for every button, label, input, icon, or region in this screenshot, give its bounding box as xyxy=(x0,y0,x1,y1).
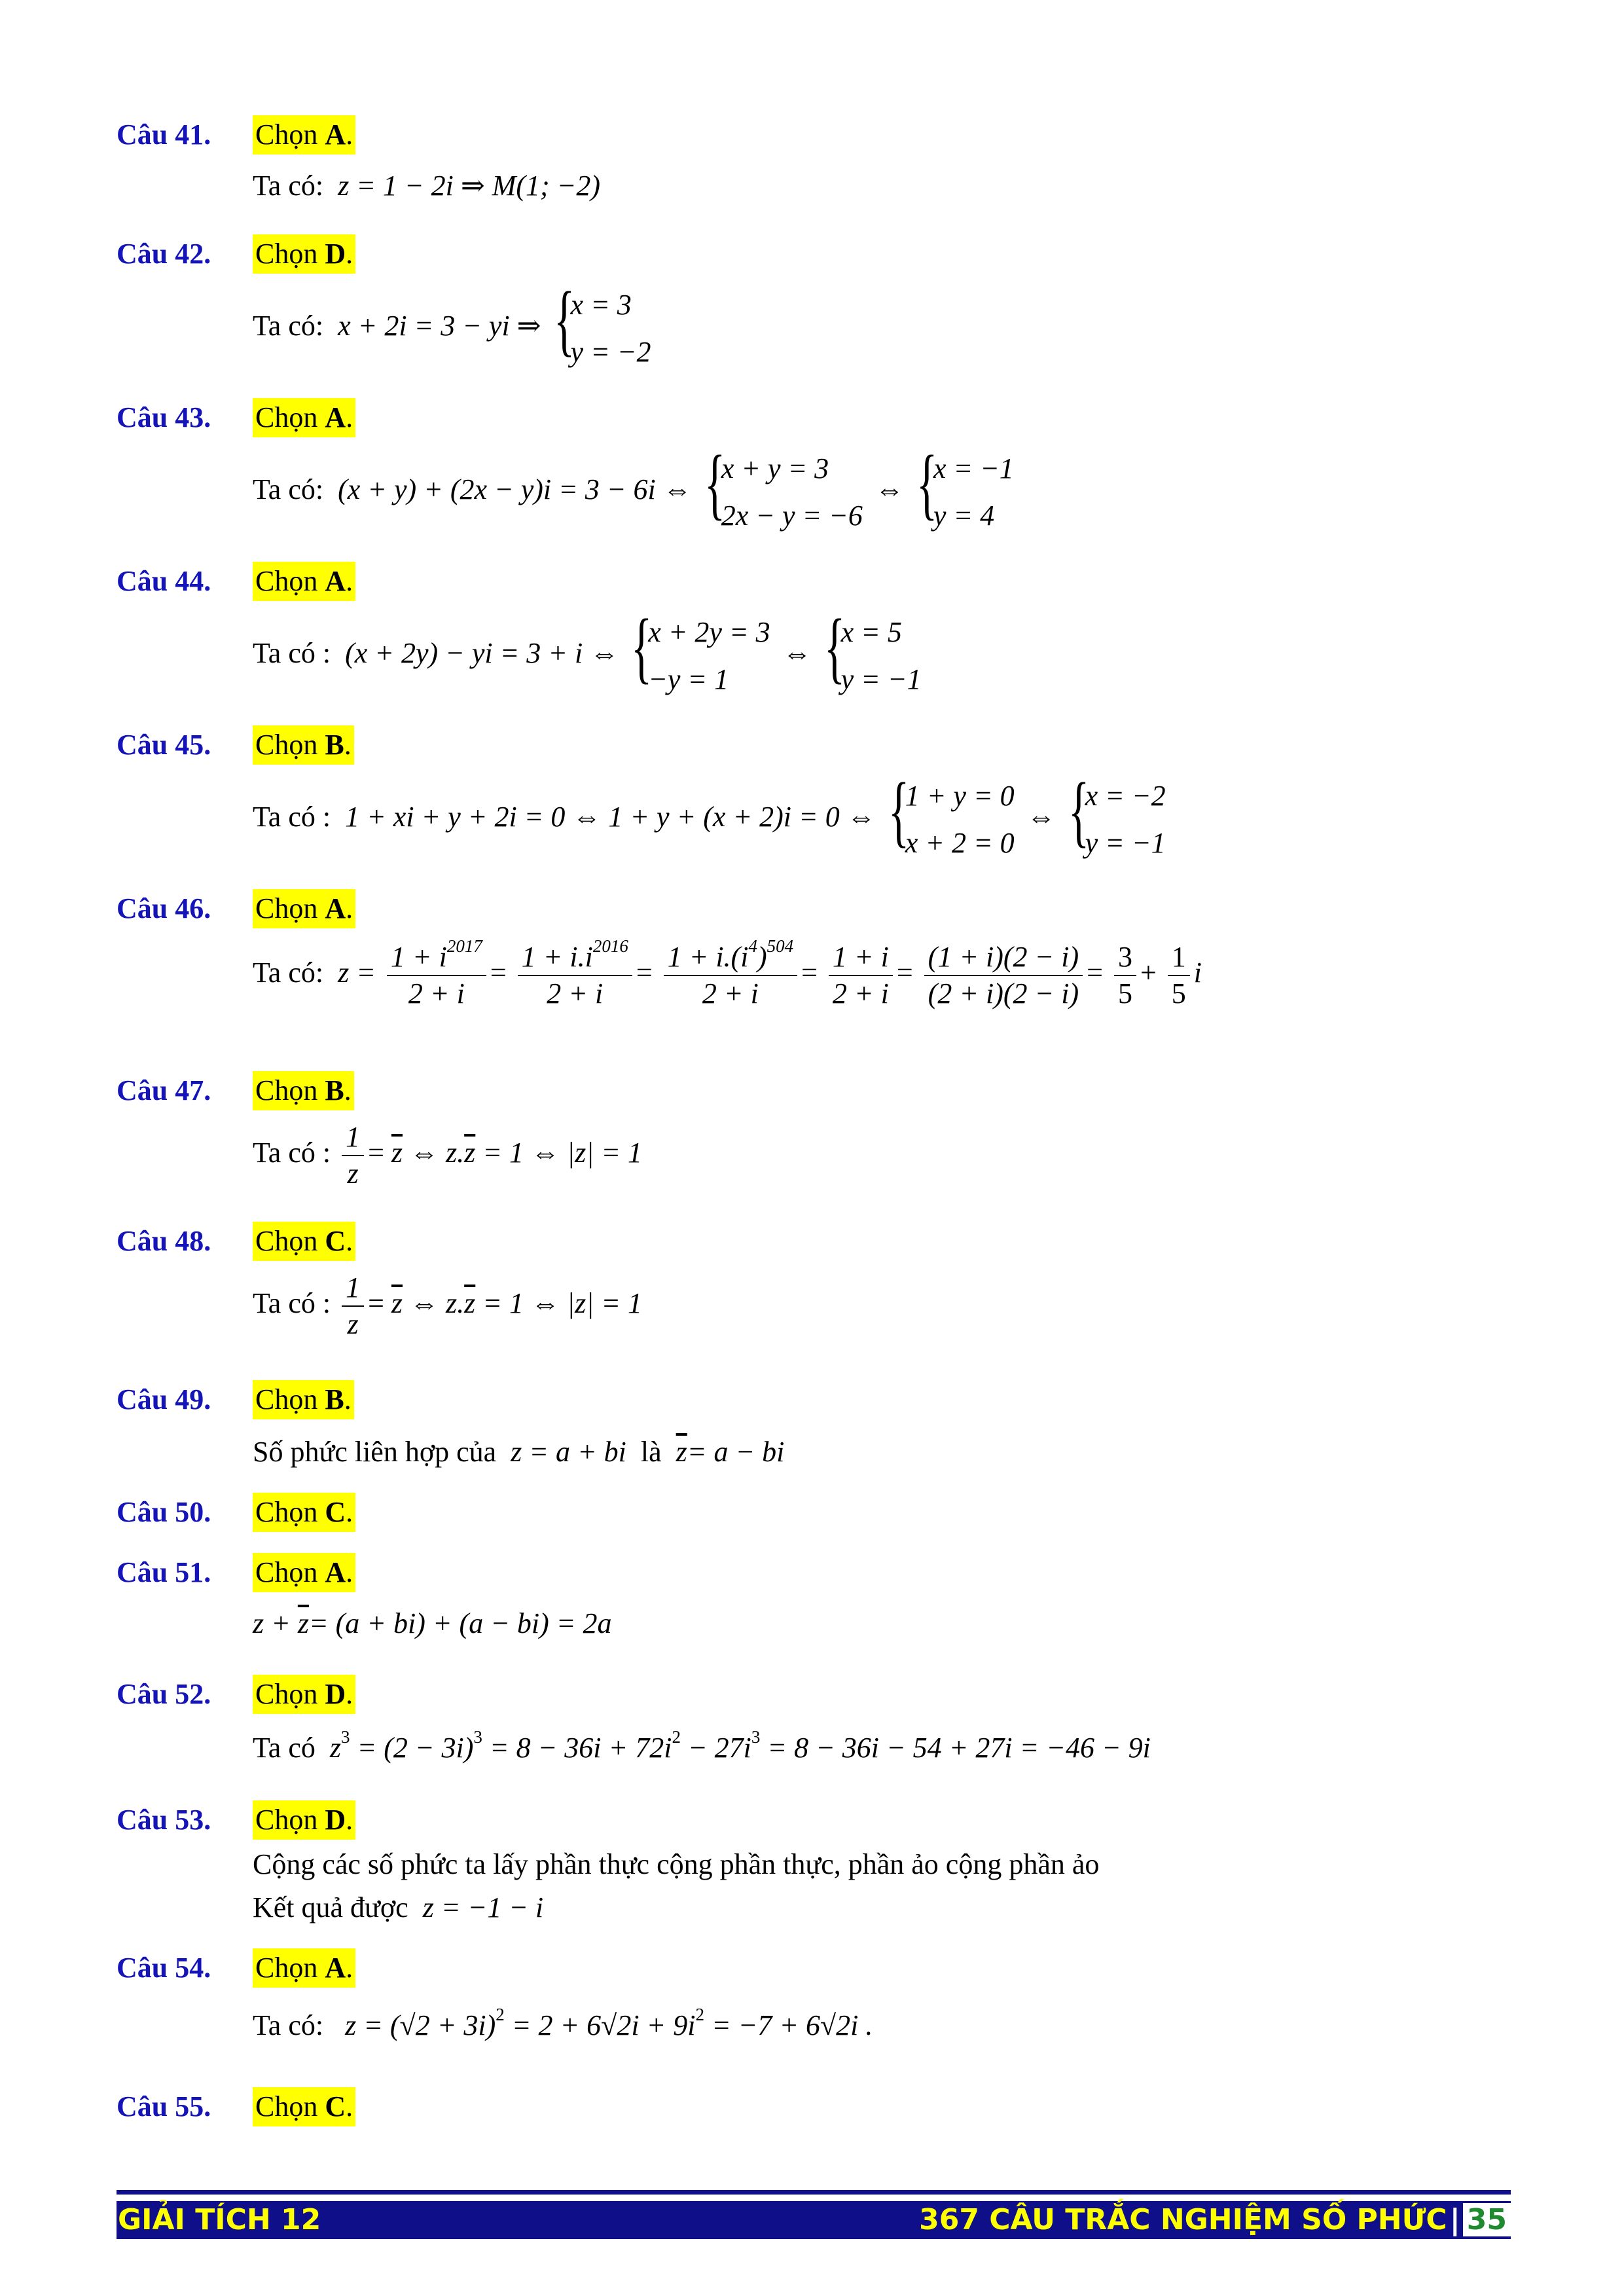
footer-title: 367 CÂU TRẮC NGHIỆM SỐ PHỨC| 35 xyxy=(919,2201,1511,2239)
fraction: $\frac{1}{z}$ xyxy=(342,1120,364,1192)
solution-49: Số phức liên hợp của z = a + bi là $\overline{z}= a$ − bi xyxy=(253,1436,785,1468)
equation-system: { x = −2 y = −1 xyxy=(1068,767,1166,859)
solution-51: $z + \overline{z}= (a + bi) + (a - bi) = 2a$ xyxy=(253,1607,612,1639)
equation-system: { x = 5 y = −1 xyxy=(823,603,922,695)
solution-53-line-1: Cộng các số phức ta lấy phần thực cộng phần thực, phần ảo cộng phần ảo xyxy=(253,1848,1100,1880)
answer-choice: Chọn D. xyxy=(253,234,355,274)
answer-choice: Chọn B. xyxy=(253,1071,354,1110)
question-label: Câu 52. xyxy=(117,1678,211,1710)
fraction: $\frac{3}{5}$ xyxy=(1114,939,1136,1011)
answer-choice: Chọn D. xyxy=(253,1675,355,1714)
equation-system: { x + y = 3 2x − y = −6 xyxy=(704,439,863,532)
equation-system: { x = 3 y = −2 xyxy=(553,276,651,368)
answer-choice: Chọn A. xyxy=(253,398,355,437)
answer-choice: Chọn C. xyxy=(253,1222,355,1261)
solution-52: Ta có $z^3 = (2 - 3i)^3 = 8 - 36i + 72i^2 - 27i^3 = 8 - 36i - 54 + 27i = -46 - 9i$ xyxy=(253,1727,1151,1764)
solution-53-line-2: Kết quả được z = −1 − i xyxy=(253,1891,544,1923)
solution-46: Ta có: z = $\frac{1 + i^{2017}}{2 + i}$ = $\frac{1 + i.i^{2016}}{2 + i}$ = $\frac{1 + i.(i^4)^{504}}{2 + i}$ = $\frac{1 + i}{2 + i}$ = $\frac{(1 + i)(2 - i)}{(2 + i)(2 - i)}$ = $\frac{3}{5}$ + $\frac{1}{5}$ i xyxy=(253,939,1202,1011)
solution-42: Ta có: x + 2i = 3 − yi ⇒ { x = 3 y = −2 xyxy=(253,282,656,376)
solution-45: Ta có : 1 + xi + y + 2i = 0 ⇔ 1 + y + (x + 2)i = 0 ⇔ { 1 + y = 0 x + 2 = 0 ⇔ { x = −2 y = −1 xyxy=(253,773,1171,867)
fraction: $\frac{1 + i}{2 + i}$ xyxy=(829,939,893,1011)
question-label: Câu 48. xyxy=(117,1225,211,1257)
answer-choice: Chọn C. xyxy=(253,1493,355,1532)
solution-54: Ta có: $z = (√2 + 3i)^2 = 2 + 6√2i + 9i^2 = -7 + 6√2i$ . xyxy=(253,2005,873,2041)
answer-choice: Chọn C. xyxy=(253,2087,355,2126)
footer-rule xyxy=(117,2190,1511,2195)
question-label: Câu 51. xyxy=(117,1556,211,1588)
question-label: Câu 49. xyxy=(117,1383,211,1415)
answer-choice: Chọn A. xyxy=(253,562,355,601)
fraction: $\frac{1 + i^{2017}}{2 + i}$ xyxy=(387,939,486,1011)
answer-choice: Chọn A. xyxy=(253,1948,355,1988)
fraction: $\frac{1}{z}$ xyxy=(342,1270,364,1342)
solution-41: Ta có: z = 1 − 2i ⇒ M(1; −2) xyxy=(253,170,600,202)
question-label: Câu 42. xyxy=(117,238,211,270)
answer-choice: Chọn B. xyxy=(253,725,354,765)
equation-system: { 1 + y = 0 x + 2 = 0 xyxy=(888,767,1015,859)
solution-43: Ta có: (x + y) + (2x − y)i = 3 − 6i ⇔ { x + y = 3 2x − y = −6 ⇔ { x = −1 y = 4 xyxy=(253,445,1019,539)
answer-choice: Chọn B. xyxy=(253,1380,354,1419)
page-number: 35 xyxy=(1463,2203,1511,2236)
solution-44: Ta có : (x + 2y) − yi = 3 + i ⇔ { x + 2y = 3 −y = 1 ⇔ { x = 5 y = −1 xyxy=(253,609,927,703)
answer-choice: Chọn A. xyxy=(253,1553,355,1592)
question-label: Câu 45. xyxy=(117,729,211,761)
fraction: $\frac{1}{5}$ xyxy=(1168,939,1190,1011)
question-label: Câu 54. xyxy=(117,1952,211,1984)
question-label: Câu 53. xyxy=(117,1804,211,1836)
question-label: Câu 50. xyxy=(117,1496,211,1528)
answer-choice: Chọn A. xyxy=(253,115,355,155)
answer-choice: Chọn A. xyxy=(253,889,355,928)
equation-system: { x + 2y = 3 −y = 1 xyxy=(631,603,770,695)
question-label: Câu 55. xyxy=(117,2090,211,2123)
fraction: $\frac{1 + i.i^{2016}}{2 + i}$ xyxy=(518,939,632,1011)
footer-subject: GIẢI TÍCH 12 xyxy=(118,2203,321,2236)
question-label: Câu 46. xyxy=(117,892,211,924)
solution-47: Ta có : $\frac{1}{z}$ = $\overline{z}$ ⇔ $z.\overline{z} = 1$ ⇔ |z| = 1 xyxy=(253,1120,642,1192)
question-label: Câu 41. xyxy=(117,118,211,151)
answer-choice: Chọn D. xyxy=(253,1800,355,1840)
fraction: $\frac{(1 + i)(2 - i)}{(2 + i)(2 - i)}$ xyxy=(924,939,1083,1011)
question-label: Câu 47. xyxy=(117,1074,211,1106)
question-label: Câu 43. xyxy=(117,401,211,433)
equation-system: { x = −1 y = 4 xyxy=(916,439,1014,532)
page-footer xyxy=(117,2190,1511,2254)
solution-48: Ta có : $\frac{1}{z}$ = $\overline{z}$ ⇔ $z.\overline{z} = 1$ ⇔ |z| = 1 xyxy=(253,1270,642,1342)
question-label: Câu 44. xyxy=(117,565,211,597)
fraction: $\frac{1 + i.(i^4)^{504}}{2 + i}$ xyxy=(664,939,797,1011)
